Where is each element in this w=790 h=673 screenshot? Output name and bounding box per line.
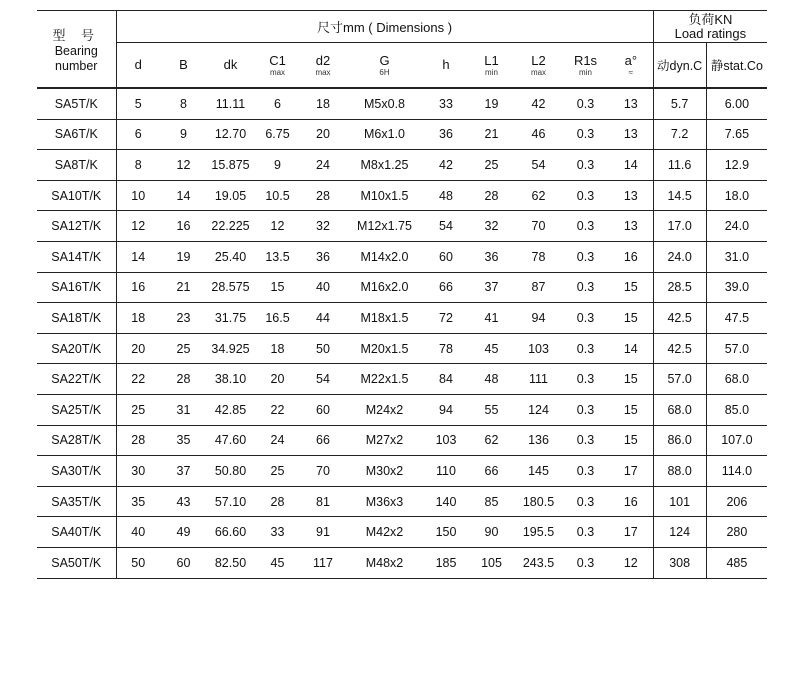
table-cell: M12x1.75	[345, 211, 424, 242]
table-cell: 91	[301, 517, 345, 548]
table-cell: 22	[254, 394, 301, 425]
bearing-number-cell: SA22T/K	[37, 364, 116, 395]
table-cell: 15	[609, 303, 653, 334]
table-cell: 6.00	[706, 88, 767, 119]
table-cell: 57.0	[706, 333, 767, 364]
table-cell: 62	[468, 425, 515, 456]
col-header-label: dk	[223, 57, 238, 72]
table-cell: M24x2	[345, 394, 424, 425]
table-cell: 55	[468, 394, 515, 425]
table-cell: 87	[515, 272, 562, 303]
table-cell: 485	[706, 547, 767, 578]
table-cell: M22x1.5	[345, 364, 424, 395]
table-row	[37, 180, 767, 211]
table-cell: M5x0.8	[345, 88, 424, 119]
col-header-dyn: 动dyn.C	[653, 43, 706, 89]
table-cell: 78	[515, 241, 562, 272]
dimensions-title: 尺寸mm ( Dimensions )	[317, 20, 453, 35]
table-cell: 180.5	[515, 486, 562, 517]
table-cell: 54	[301, 364, 345, 395]
load-title-cn: 负荷KN	[688, 11, 733, 27]
table-cell: 136	[515, 425, 562, 456]
table-cell: 37	[468, 272, 515, 303]
load-ratings-header	[653, 11, 767, 43]
table-cell: 14.5	[653, 180, 706, 211]
model-header-en-1: Bearing	[54, 43, 98, 58]
table-cell: M18x1.5	[345, 303, 424, 334]
table-cell: 36	[301, 241, 345, 272]
table-cell: M27x2	[345, 425, 424, 456]
table-cell: 19	[468, 88, 515, 119]
table-cell: 31.0	[706, 241, 767, 272]
table-cell: 0.3	[562, 333, 609, 364]
table-cell: 60	[160, 547, 207, 578]
table-cell: 50	[116, 547, 160, 578]
table-cell: 24	[254, 425, 301, 456]
table-cell: 13	[609, 180, 653, 211]
table-cell: M36x3	[345, 486, 424, 517]
table-cell: 16	[116, 272, 160, 303]
table-cell: 35	[116, 486, 160, 517]
table-cell: 94	[515, 303, 562, 334]
table-cell: 15	[609, 425, 653, 456]
table-cell: 145	[515, 456, 562, 487]
table-cell: 114.0	[706, 456, 767, 487]
table-cell: 39.0	[706, 272, 767, 303]
table-cell: 11.11	[207, 88, 254, 119]
table-cell: M10x1.5	[345, 180, 424, 211]
table-cell: 15	[609, 364, 653, 395]
col-header-label: C1	[269, 52, 286, 68]
col-header-label: L2	[531, 52, 546, 68]
table-cell: 32	[468, 211, 515, 242]
table-cell: 0.3	[562, 425, 609, 456]
table-cell: 57.10	[207, 486, 254, 517]
table-cell: 68.0	[706, 364, 767, 395]
bearing-number-cell: SA8T/K	[37, 150, 116, 181]
table-cell: 0.3	[562, 180, 609, 211]
table-cell: 18	[116, 303, 160, 334]
table-cell: 66	[468, 456, 515, 487]
table-cell: 25	[116, 394, 160, 425]
table-cell: 66	[424, 272, 468, 303]
table-cell: 195.5	[515, 517, 562, 548]
table-cell: 13	[609, 88, 653, 119]
table-cell: 111	[515, 364, 562, 395]
load-title-en: Load ratings	[674, 25, 747, 41]
table-cell: 28	[301, 180, 345, 211]
table-cell: 6.75	[254, 119, 301, 150]
table-row	[37, 150, 767, 181]
table-cell: 103	[424, 425, 468, 456]
table-cell: 14	[160, 180, 207, 211]
table-cell: 42	[424, 150, 468, 181]
table-cell: 13	[609, 119, 653, 150]
table-cell: 0.3	[562, 211, 609, 242]
table-cell: 10	[116, 180, 160, 211]
col-header-label: h	[442, 57, 450, 72]
bearing-number-cell: SA14T/K	[37, 241, 116, 272]
table-cell: 38.10	[207, 364, 254, 395]
col-header-label: G	[379, 52, 390, 68]
table-cell: 101	[653, 486, 706, 517]
table-cell: 42.5	[653, 333, 706, 364]
col-header-sub: 6H	[379, 67, 390, 77]
table-cell: 28.575	[207, 272, 254, 303]
table-cell: M14x2.0	[345, 241, 424, 272]
table-row	[37, 119, 767, 150]
table-cell: 41	[468, 303, 515, 334]
table-row	[37, 486, 767, 517]
table-cell: 47.5	[706, 303, 767, 334]
col-header-sub: max	[269, 67, 286, 77]
table-cell: 12	[609, 547, 653, 578]
table-cell: 8	[116, 150, 160, 181]
table-cell: 206	[706, 486, 767, 517]
table-cell: 35	[160, 425, 207, 456]
table-cell: 28	[116, 425, 160, 456]
model-header-cn: 型 号	[52, 27, 101, 43]
col-header-d2	[301, 43, 345, 89]
table-cell: 0.3	[562, 394, 609, 425]
table-cell: 308	[653, 547, 706, 578]
table-cell: 20	[116, 333, 160, 364]
table-cell: 60	[424, 241, 468, 272]
table-cell: 23	[160, 303, 207, 334]
table-cell: 17	[609, 456, 653, 487]
bearing-number-cell: SA20T/K	[37, 333, 116, 364]
table-row	[37, 364, 767, 395]
table-cell: 42.85	[207, 394, 254, 425]
table-cell: 42	[515, 88, 562, 119]
table-cell: 12	[116, 211, 160, 242]
table-cell: 243.5	[515, 547, 562, 578]
table-cell: 84	[424, 364, 468, 395]
table-row	[37, 333, 767, 364]
bearing-number-cell: SA28T/K	[37, 425, 116, 456]
table-cell: 24.0	[706, 211, 767, 242]
bearing-number-cell: SA30T/K	[37, 456, 116, 487]
col-header-h	[424, 43, 468, 89]
table-row	[37, 88, 767, 119]
bearing-number-cell: SA5T/K	[37, 88, 116, 119]
table-cell: 140	[424, 486, 468, 517]
table-cell: 14	[609, 333, 653, 364]
table-cell: 0.3	[562, 88, 609, 119]
table-cell: 66.60	[207, 517, 254, 548]
table-cell: 28	[160, 364, 207, 395]
table-cell: 47.60	[207, 425, 254, 456]
table-cell: 81	[301, 486, 345, 517]
col-header-a	[609, 43, 653, 89]
table-cell: 40	[301, 272, 345, 303]
table-cell: 13.5	[254, 241, 301, 272]
table-cell: 85	[468, 486, 515, 517]
table-cell: M42x2	[345, 517, 424, 548]
table-cell: 25	[468, 150, 515, 181]
table-cell: 280	[706, 517, 767, 548]
table-cell: 0.3	[562, 272, 609, 303]
table-cell: 44	[301, 303, 345, 334]
table-cell: 50.80	[207, 456, 254, 487]
table-cell: 6	[254, 88, 301, 119]
table-cell: 0.3	[562, 303, 609, 334]
table-cell: 124	[653, 517, 706, 548]
table-row	[37, 211, 767, 242]
table-row	[37, 272, 767, 303]
table-cell: 117	[301, 547, 345, 578]
table-cell: 72	[424, 303, 468, 334]
col-header-sub: min	[579, 67, 592, 77]
table-row	[37, 425, 767, 456]
table-cell: 94	[424, 394, 468, 425]
table-cell: 20	[254, 364, 301, 395]
table-cell: 28	[254, 486, 301, 517]
table-cell: 50	[301, 333, 345, 364]
table-cell: 9	[160, 119, 207, 150]
bearing-number-cell: SA35T/K	[37, 486, 116, 517]
table-cell: M20x1.5	[345, 333, 424, 364]
col-header-label: a°	[624, 52, 638, 68]
table-cell: 85.0	[706, 394, 767, 425]
bearing-number-cell: SA10T/K	[37, 180, 116, 211]
table-cell: 15	[254, 272, 301, 303]
bearing-number-cell: SA16T/K	[37, 272, 116, 303]
table-cell: 0.3	[562, 547, 609, 578]
table-cell: 88.0	[653, 456, 706, 487]
table-cell: 45	[254, 547, 301, 578]
table-cell: 25	[160, 333, 207, 364]
table-row	[37, 456, 767, 487]
table-cell: 12.70	[207, 119, 254, 150]
table-cell: 33	[424, 88, 468, 119]
table-cell: 37	[160, 456, 207, 487]
table-cell: 21	[160, 272, 207, 303]
table-cell: 12	[254, 211, 301, 242]
table-cell: 5.7	[653, 88, 706, 119]
table-cell: 107.0	[706, 425, 767, 456]
table-cell: 36	[424, 119, 468, 150]
table-cell: M16x2.0	[345, 272, 424, 303]
table-cell: 13	[609, 211, 653, 242]
table-cell: 28	[468, 180, 515, 211]
bearing-number-cell: SA40T/K	[37, 517, 116, 548]
table-cell: 16.5	[254, 303, 301, 334]
table-cell: 86.0	[653, 425, 706, 456]
table-cell: 10.5	[254, 180, 301, 211]
table-cell: 185	[424, 547, 468, 578]
table-cell: 0.3	[562, 486, 609, 517]
table-cell: 15	[609, 272, 653, 303]
table-row	[37, 547, 767, 578]
col-header-label: d2	[315, 52, 331, 68]
table-cell: 25	[254, 456, 301, 487]
table-cell: 25.40	[207, 241, 254, 272]
table-cell: 19	[160, 241, 207, 272]
table-cell: 54	[424, 211, 468, 242]
table-cell: 78	[424, 333, 468, 364]
table-cell: M48x2	[345, 547, 424, 578]
table-cell: 49	[160, 517, 207, 548]
table-cell: 6	[116, 119, 160, 150]
table-cell: 40	[116, 517, 160, 548]
table-row	[37, 241, 767, 272]
table-cell: 9	[254, 150, 301, 181]
bearing-spec-table	[37, 10, 767, 579]
table-row	[37, 303, 767, 334]
table-cell: 12.9	[706, 150, 767, 181]
table-cell: 43	[160, 486, 207, 517]
table-cell: M6x1.0	[345, 119, 424, 150]
table-cell: 0.3	[562, 517, 609, 548]
table-cell: 14	[609, 150, 653, 181]
table-cell: 21	[468, 119, 515, 150]
col-header-sub: ≈	[628, 67, 633, 77]
table-cell: 33	[254, 517, 301, 548]
model-header	[37, 11, 116, 89]
table-cell: 68.0	[653, 394, 706, 425]
table-cell: 0.3	[562, 119, 609, 150]
table-cell: 62	[515, 180, 562, 211]
col-header-stat: 静stat.Co	[706, 43, 767, 89]
table-cell: 0.3	[562, 364, 609, 395]
table-cell: 31	[160, 394, 207, 425]
table-cell: 124	[515, 394, 562, 425]
bearing-number-cell: SA12T/K	[37, 211, 116, 242]
col-header-sub: max	[530, 67, 547, 77]
bearing-number-cell: SA25T/K	[37, 394, 116, 425]
table-cell: 11.6	[653, 150, 706, 181]
table-cell: 57.0	[653, 364, 706, 395]
col-header-l1	[468, 43, 515, 89]
col-header-b	[160, 43, 207, 89]
table-cell: 60	[301, 394, 345, 425]
col-header-d	[116, 43, 160, 89]
table-cell: 82.50	[207, 547, 254, 578]
table-cell: 66	[301, 425, 345, 456]
table-cell: 16	[609, 241, 653, 272]
table-cell: 7.65	[706, 119, 767, 150]
table-cell: 54	[515, 150, 562, 181]
table-cell: 42.5	[653, 303, 706, 334]
table-cell: 48	[424, 180, 468, 211]
table-cell: 24.0	[653, 241, 706, 272]
table-cell: 110	[424, 456, 468, 487]
col-header-label: B	[179, 57, 188, 72]
table-cell: 18	[254, 333, 301, 364]
table-cell: 105	[468, 547, 515, 578]
table-cell: 15	[609, 394, 653, 425]
table-row	[37, 394, 767, 425]
dimensions-header	[116, 11, 653, 43]
table-cell: M8x1.25	[345, 150, 424, 181]
table-cell: 18	[301, 88, 345, 119]
table-cell: 36	[468, 241, 515, 272]
table-cell: 0.3	[562, 150, 609, 181]
table-cell: 16	[160, 211, 207, 242]
bearing-number-cell: SA6T/K	[37, 119, 116, 150]
table-cell: 24	[301, 150, 345, 181]
table-cell: 5	[116, 88, 160, 119]
table-cell: 0.3	[562, 456, 609, 487]
col-header-label: R1s	[573, 52, 598, 68]
col-header-dk	[207, 43, 254, 89]
table-cell: 15.875	[207, 150, 254, 181]
table-cell: 8	[160, 88, 207, 119]
table-cell: 150	[424, 517, 468, 548]
col-header-c1	[254, 43, 301, 89]
col-header-label: L1	[484, 52, 499, 68]
table-row	[37, 517, 767, 548]
table-cell: 19.05	[207, 180, 254, 211]
table-cell: 16	[609, 486, 653, 517]
col-header-r1s	[562, 43, 609, 89]
col-header-sub: min	[485, 67, 498, 77]
table-cell: 45	[468, 333, 515, 364]
table-cell: 14	[116, 241, 160, 272]
col-header-sub: max	[315, 67, 331, 77]
table-cell: 30	[116, 456, 160, 487]
col-header-l2	[515, 43, 562, 89]
table-cell: 20	[301, 119, 345, 150]
table-cell: 28.5	[653, 272, 706, 303]
model-header-en-2: number	[55, 58, 98, 73]
table-cell: 103	[515, 333, 562, 364]
table-cell: 48	[468, 364, 515, 395]
table-cell: 90	[468, 517, 515, 548]
table-cell: 22	[116, 364, 160, 395]
table-cell: 31.75	[207, 303, 254, 334]
table-cell: 22.225	[207, 211, 254, 242]
table-cell: 18.0	[706, 180, 767, 211]
bearing-number-cell: SA18T/K	[37, 303, 116, 334]
table-cell: 7.2	[653, 119, 706, 150]
bearing-number-cell: SA50T/K	[37, 547, 116, 578]
table-cell: 46	[515, 119, 562, 150]
table-cell: 12	[160, 150, 207, 181]
table-cell: 34.925	[207, 333, 254, 364]
table-cell: M30x2	[345, 456, 424, 487]
table-cell: 70	[515, 211, 562, 242]
table-cell: 70	[301, 456, 345, 487]
table-cell: 0.3	[562, 241, 609, 272]
table-cell: 32	[301, 211, 345, 242]
table-cell: 17	[609, 517, 653, 548]
col-header-label: d	[134, 57, 142, 72]
col-header-g	[345, 43, 424, 89]
table-cell: 17.0	[653, 211, 706, 242]
